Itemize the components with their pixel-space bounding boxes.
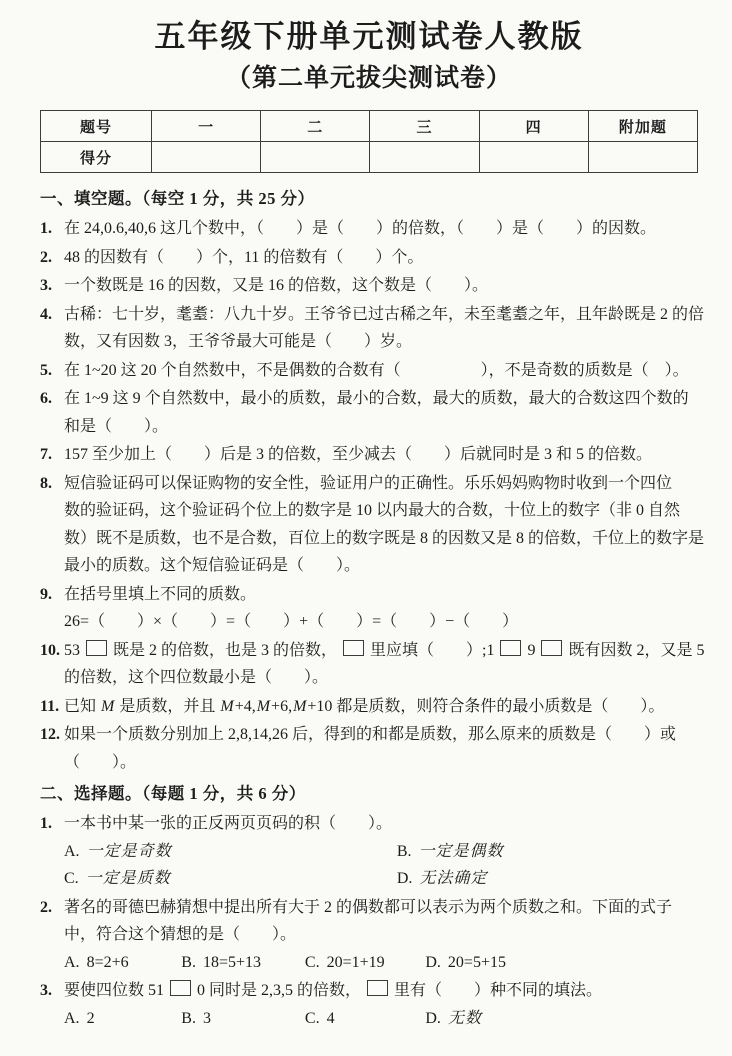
question-text: 157 至少加上（ ）后是 3 的倍数，至少减去（ ）后就同时是 3 和 5 的倍数。	[64, 446, 653, 463]
question-number: 3.	[40, 982, 52, 999]
question	[40, 441, 698, 469]
question	[40, 977, 698, 1032]
question	[40, 272, 698, 300]
choice-label: B.	[396, 842, 412, 860]
question-body	[64, 470, 705, 580]
choice-text: 4	[326, 1009, 335, 1027]
question-body	[64, 301, 705, 356]
choice-label: A.	[64, 842, 80, 860]
question-text: 数）既不是质数，也不是合数，百位上的数字既是 8 的因数又是 8 的倍数，千位上的数字是	[64, 529, 705, 547]
question-body	[64, 894, 698, 977]
question-number: 2.	[40, 898, 52, 916]
question-text: +4,	[234, 697, 256, 715]
question-line	[64, 215, 698, 243]
question-number: 7.	[40, 446, 52, 463]
choice	[181, 1005, 305, 1033]
question-line	[64, 637, 705, 665]
question-line	[64, 664, 698, 692]
question-line	[64, 328, 698, 356]
question-text: 里应填（ ）;1	[370, 641, 495, 659]
question-number: 10.	[40, 641, 60, 659]
choice-label: B.	[181, 953, 196, 971]
question	[40, 693, 698, 721]
question-body	[64, 215, 698, 243]
score-table	[40, 110, 698, 173]
question-line	[64, 977, 698, 1005]
choice-label: B.	[181, 1009, 196, 1027]
question-line	[64, 921, 698, 949]
score-table-score-cell	[261, 142, 370, 173]
question-number: 3.	[40, 277, 52, 294]
choice-text: 18=5+13	[202, 953, 261, 971]
question-text: 在 1~9 这 9 个自然数中，最小的质数，最小的合数，最大的质数，最大的合数这四个数的	[64, 390, 689, 407]
question-number: 9.	[40, 585, 52, 603]
question-text: 的倍数，这个四位数最小是（ ）。	[64, 669, 329, 686]
page-subtitle: （第二单元拔尖测试卷）	[225, 65, 512, 92]
question-text: 著名的哥德巴赫猜想中提出所有大于 2 的偶数都可以表示为两个质数之和。下面的式子	[64, 898, 673, 916]
question-text: 和是（ ）。	[64, 417, 169, 435]
question-text: +10 都是质数，则符合条件的最小质数是（ ）。	[307, 697, 665, 715]
question-text: 如果一个质数分别加上 2,8,14,26 后，得到的和都是质数，那么原来的质数是（ ）或	[64, 726, 677, 743]
choice-label: A.	[64, 1009, 80, 1027]
choice-label: A.	[64, 953, 80, 971]
question	[40, 215, 698, 243]
question-line	[64, 413, 698, 441]
question-line	[64, 693, 698, 721]
choice-label: D.	[396, 870, 413, 887]
score-table-score-cell	[588, 142, 697, 173]
choice-text: 无法确定	[419, 870, 488, 887]
choices	[64, 949, 698, 977]
question-line	[64, 301, 705, 329]
section-heading: 一、填空题。（每空 1 分，共 25 分）	[40, 189, 315, 208]
choices	[64, 1005, 698, 1033]
question-number: 1.	[40, 815, 52, 832]
choice	[305, 1005, 425, 1033]
choice-label: D.	[425, 953, 441, 971]
choice-text: 20=5+15	[447, 953, 506, 971]
choice	[305, 949, 425, 977]
question	[40, 721, 698, 776]
choice-text: 一定是偶数	[418, 842, 504, 860]
question-text: 古稀：七十岁，耄耋：八九十岁。王爷爷已过古稀之年，未至耄耋之年，且年龄既是 2 的倍	[64, 305, 705, 323]
question-body	[64, 244, 698, 272]
question-text: 中，符合这个猜想的是（ ）。	[64, 926, 297, 943]
question	[40, 385, 698, 440]
question-number: 2.	[40, 248, 52, 266]
score-table-header-row	[41, 111, 698, 142]
choice-label: C.	[304, 1009, 320, 1027]
question-text: 既有因数 2，又是 5	[568, 641, 705, 659]
score-table-column-header: 三	[370, 111, 479, 142]
score-table-column-header: 二	[261, 111, 370, 142]
question-text: 在 1~20 这 20 个自然数中，不是偶数的合数有（ ），不是奇数的质数是（ ）。	[64, 361, 689, 379]
question-text: 最小的质数。这个短信验证码是（ ）。	[64, 557, 361, 574]
choice	[64, 949, 181, 977]
question-text: 9	[527, 641, 536, 659]
choice	[397, 838, 698, 866]
question-line	[64, 552, 698, 580]
choice-label: C.	[64, 870, 79, 887]
page-title: 五年级下册单元测试卷人教版	[154, 19, 584, 54]
question-body	[64, 721, 698, 776]
question-text: 是质数，并且	[115, 697, 220, 715]
question-number: 6.	[40, 390, 52, 407]
math-variable: M	[256, 697, 271, 715]
question-text: 一本书中某一张的正反两页页码的积（ ）。	[64, 815, 393, 832]
question-number: 8.	[40, 474, 52, 492]
fill-blank-box	[170, 980, 191, 996]
choice-text: 一定是奇数	[86, 842, 172, 860]
question-text: 0 同时是 2,3,5 的倍数，	[197, 982, 362, 999]
score-table-score-cell	[370, 142, 479, 173]
question-text: 已知	[64, 697, 101, 715]
score-table-score-row	[41, 142, 698, 173]
question-text: 里有（ ）种不同的填法。	[394, 982, 603, 999]
question-text: 数的验证码，这个验证码个位上的数字是 10 以内最大的合数，十位上的数字（非 0 自然	[64, 502, 681, 519]
question-text: 数，又有因数 3，王爷爷最大可能是（ ）岁。	[64, 333, 413, 350]
score-table-column-header: 附加题	[588, 111, 697, 142]
section-heading: 二、选择题。（每题 1 分，共 6 分）	[40, 784, 306, 803]
choice	[64, 1005, 181, 1033]
score-table-column-header: 一	[152, 111, 261, 142]
question	[40, 301, 705, 356]
question-body	[64, 441, 698, 469]
question-text: 48 的因数有（ ）个，11 的倍数有（ ）个。	[64, 248, 424, 266]
question-text: 一个数既是 16 的因数，又是 16 的倍数，这个数是（ ）。	[64, 277, 489, 294]
choice-text: 一定是质数	[85, 870, 171, 887]
question-line	[64, 272, 698, 300]
question-text: 短信验证码可以保证购物的安全性，验证用户的正确性。乐乐妈妈购物时收到一个四位	[64, 474, 673, 492]
question-text: 既是 2 的倍数，也是 3 的倍数，	[113, 641, 338, 659]
question-body	[64, 357, 698, 385]
score-table-score-cell	[152, 142, 261, 173]
choice-label: D.	[425, 1009, 441, 1027]
question-line	[64, 894, 698, 922]
question-text: 要使四位数 51	[64, 982, 165, 999]
choice-text: 3	[202, 1009, 211, 1027]
score-table-row2-label: 得分	[41, 142, 152, 173]
choice	[397, 865, 698, 893]
question	[40, 810, 698, 893]
question-line	[64, 441, 698, 469]
choice-text: 无数	[447, 1009, 482, 1027]
choice-text: 8=2+6	[86, 953, 129, 971]
question-body	[64, 810, 698, 893]
question-line	[64, 357, 698, 385]
question-text: +6,	[271, 697, 293, 715]
question	[40, 894, 698, 977]
question-body	[64, 385, 698, 440]
math-variable: M	[101, 697, 115, 715]
question-number: 11.	[40, 697, 60, 715]
question-body	[64, 693, 698, 721]
score-table-row1-label: 题号	[41, 111, 152, 142]
question-line	[64, 497, 698, 525]
choice	[64, 865, 397, 893]
question-number: 1.	[40, 220, 52, 237]
choice	[425, 1005, 698, 1033]
choice	[181, 949, 305, 977]
fill-blank-box	[367, 980, 388, 996]
math-variable: M	[220, 697, 234, 715]
choice-label: C.	[304, 953, 320, 971]
math-variable: M	[293, 697, 307, 715]
question-line	[64, 749, 698, 777]
choice	[425, 949, 698, 977]
question	[40, 637, 705, 692]
fill-blank-box	[541, 640, 562, 656]
question-line	[64, 525, 705, 553]
question-line	[64, 608, 698, 636]
question-text: 在括号里填上不同的质数。	[64, 585, 257, 603]
question-line	[64, 244, 698, 272]
question-text: （ ）。	[64, 753, 137, 771]
question-text: 在 24,0.6,40,6 这几个数中，（ ）是（ ）的倍数，（ ）是（ ）的因数。	[64, 220, 657, 237]
question-body	[64, 272, 698, 300]
question-line	[64, 581, 698, 609]
choice	[64, 838, 397, 866]
question	[40, 244, 698, 272]
question-number: 5.	[40, 361, 52, 379]
question-line	[64, 470, 698, 498]
question-number: 12.	[40, 726, 60, 743]
score-table-score-cell	[479, 142, 588, 173]
sections	[40, 187, 705, 1032]
question-text: 26=（ ）×（ ）=（ ）+（ ）=（ ）−（ ）	[64, 613, 519, 630]
fill-blank-box	[343, 640, 364, 656]
question-number: 4.	[40, 305, 52, 323]
question-line	[64, 721, 698, 749]
fill-blank-box	[86, 640, 107, 656]
choice-text: 20=1+19	[326, 953, 385, 971]
choices	[64, 838, 698, 893]
question-body	[64, 977, 698, 1032]
score-table-column-header: 四	[479, 111, 588, 142]
question-body	[64, 637, 705, 692]
question	[40, 581, 698, 636]
question-text: 53	[64, 641, 80, 659]
question-line	[64, 385, 698, 413]
question	[40, 357, 698, 385]
question	[40, 470, 705, 580]
question-line	[64, 810, 698, 838]
question-body	[64, 581, 698, 636]
fill-blank-box	[500, 640, 521, 656]
choice-text: 2	[86, 1009, 95, 1027]
